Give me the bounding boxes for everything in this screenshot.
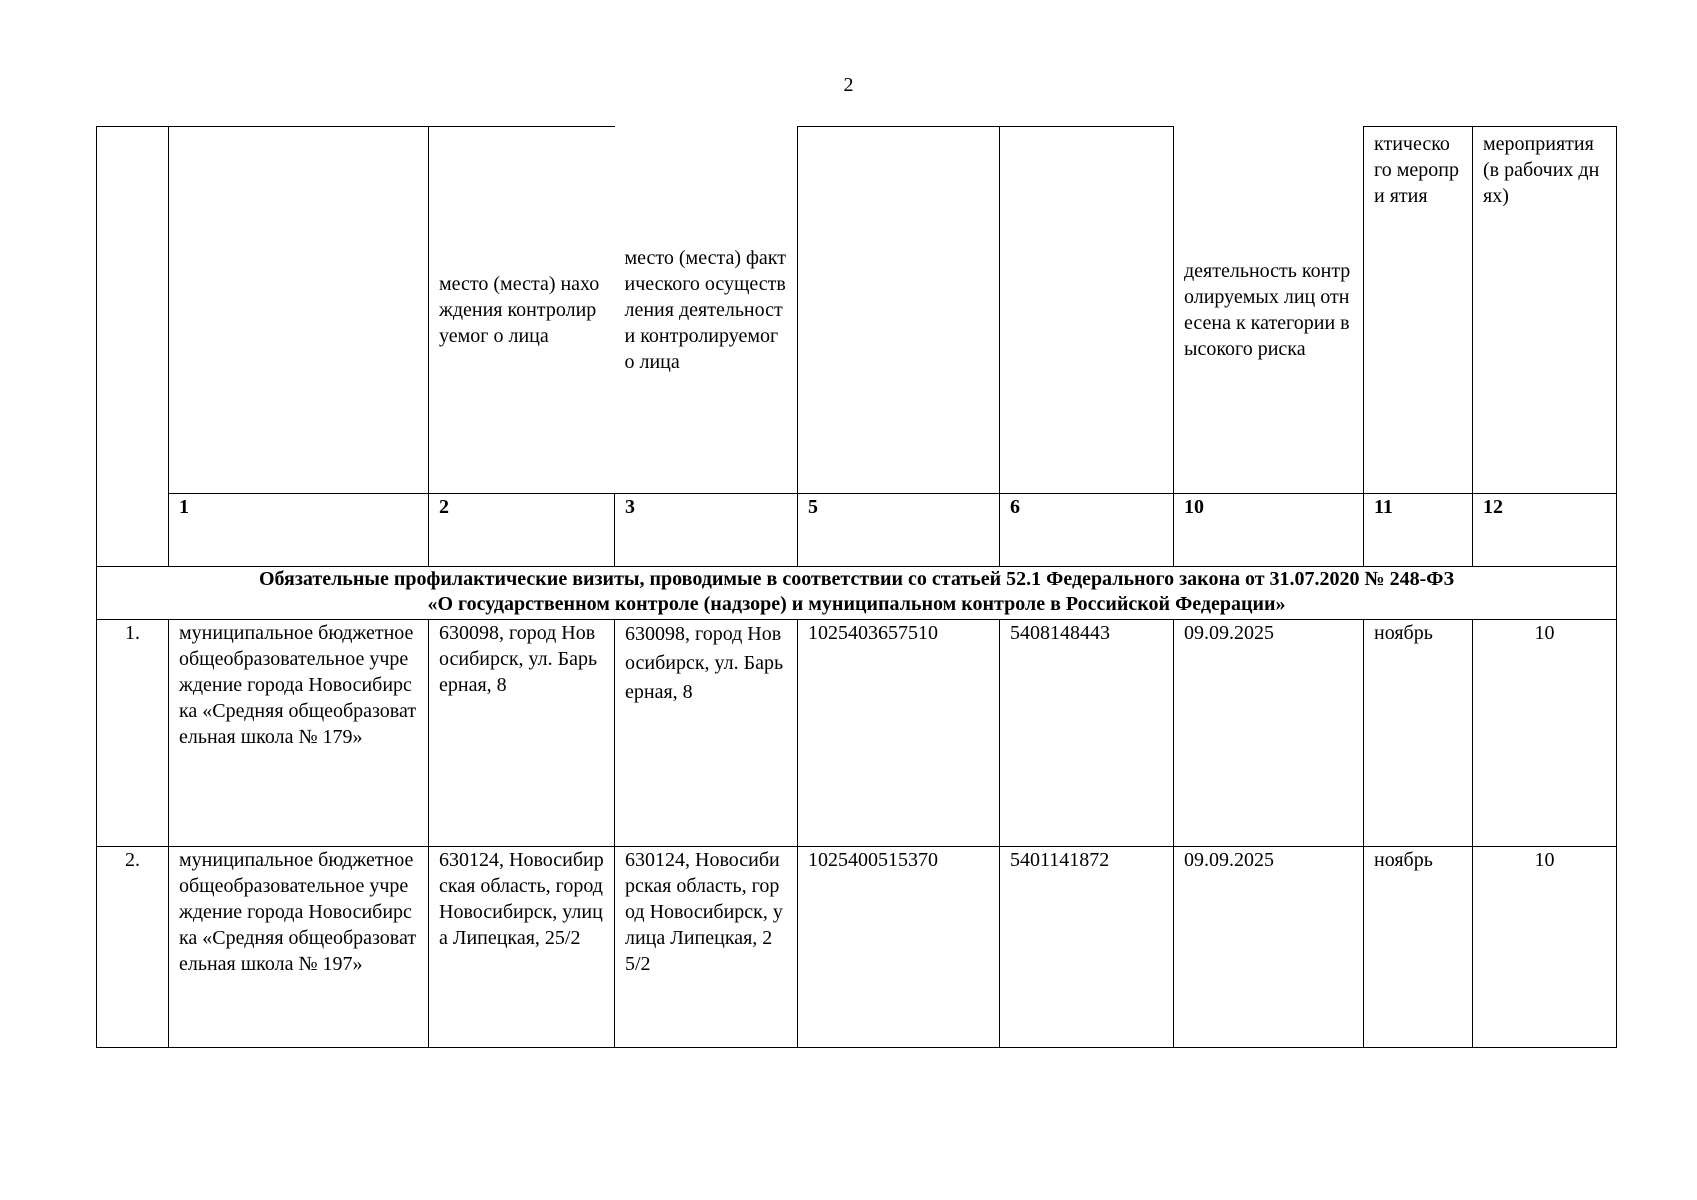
column-number: 10 <box>1174 494 1364 567</box>
column-number: 12 <box>1473 494 1617 567</box>
section-title-row <box>97 567 1617 620</box>
row-month: ноябрь <box>1364 620 1473 847</box>
row-location: 630124, Новосибирская область, город Новосибирск, улица Липецкая, 25/2 <box>429 847 615 1048</box>
header-cell-col1 <box>169 127 429 494</box>
row-month: ноябрь <box>1364 847 1473 1048</box>
column-numbers-row <box>97 494 1617 567</box>
row-name: муниципальное бюджетное общеобразовательное учреждение города Новосибирска «Средняя общеобразовательная школа № 197» <box>169 847 429 1048</box>
table-row <box>97 847 1617 1048</box>
row-number: 1. <box>97 620 169 847</box>
header-cell-col3 <box>615 127 798 494</box>
row-days: 10 <box>1473 847 1617 1048</box>
section-title-line2: «О государственном контроле (надзоре) и муниципальном контроле в Российской Федерации» <box>427 593 1286 615</box>
header-col11-text: ктическо го меропри ятия <box>1374 133 1459 207</box>
header-cell-col5 <box>798 127 1000 494</box>
row-ogrn: 1025403657510 <box>798 620 1000 847</box>
header-col10-text: деятельность контролируемых лиц отнесена к категории высокого риска <box>1184 259 1351 360</box>
row-date: 09.09.2025 <box>1174 620 1364 847</box>
column-number: 11 <box>1364 494 1473 567</box>
page-number: 2 <box>843 74 854 96</box>
row-date: 09.09.2025 <box>1174 847 1364 1048</box>
header-col2-text: место (места) нахождения контролируемог о лица <box>439 273 600 347</box>
column-number: 2 <box>429 494 615 567</box>
row-inn: 5401141872 <box>1000 847 1174 1048</box>
row-inn: 5408148443 <box>1000 620 1174 847</box>
header-cell-col11 <box>1364 127 1473 494</box>
column-number: 5 <box>798 494 1000 567</box>
row-ogrn: 1025400515370 <box>798 847 1000 1048</box>
header-cell-empty-num <box>97 127 169 567</box>
header-cell-col10 <box>1174 127 1364 494</box>
row-number: 2. <box>97 847 169 1048</box>
header-row <box>97 127 1617 494</box>
header-cell-col6 <box>1000 127 1174 494</box>
section-title <box>97 567 1617 620</box>
inspection-plan-table <box>96 126 1617 1048</box>
section-title-line1: Обязательные профилактические визиты, проводимые в соответствии со статьей 52.1 Федерального закона от 31.07.2020 № 248-ФЗ <box>258 568 1455 590</box>
header-cell-col2 <box>429 127 615 494</box>
header-cell-col12 <box>1473 127 1617 494</box>
row-name: муниципальное бюджетное общеобразовательное учреждение города Новосибирска «Средняя общеобразовательная школа № 179» <box>169 620 429 847</box>
row-activity-place: 630098, город Новосибирск, ул. Барьерная, 8 <box>615 620 798 847</box>
row-activity-place: 630124, Новосибирская область, город Новосибирск, улица Липецкая, 25/2 <box>615 847 798 1048</box>
row-location: 630098, город Новосибирск, ул. Барьерная, 8 <box>429 620 615 847</box>
header-col3-text: место (места) фактического осуществления деятельности контролируемог о лица <box>624 246 787 373</box>
column-number: 1 <box>169 494 429 567</box>
column-number: 6 <box>1000 494 1174 567</box>
row-days: 10 <box>1473 620 1617 847</box>
table-row <box>97 620 1617 847</box>
column-number: 3 <box>615 494 798 567</box>
header-col12-text: мероприятия (в рабочих днях) <box>1483 133 1600 207</box>
